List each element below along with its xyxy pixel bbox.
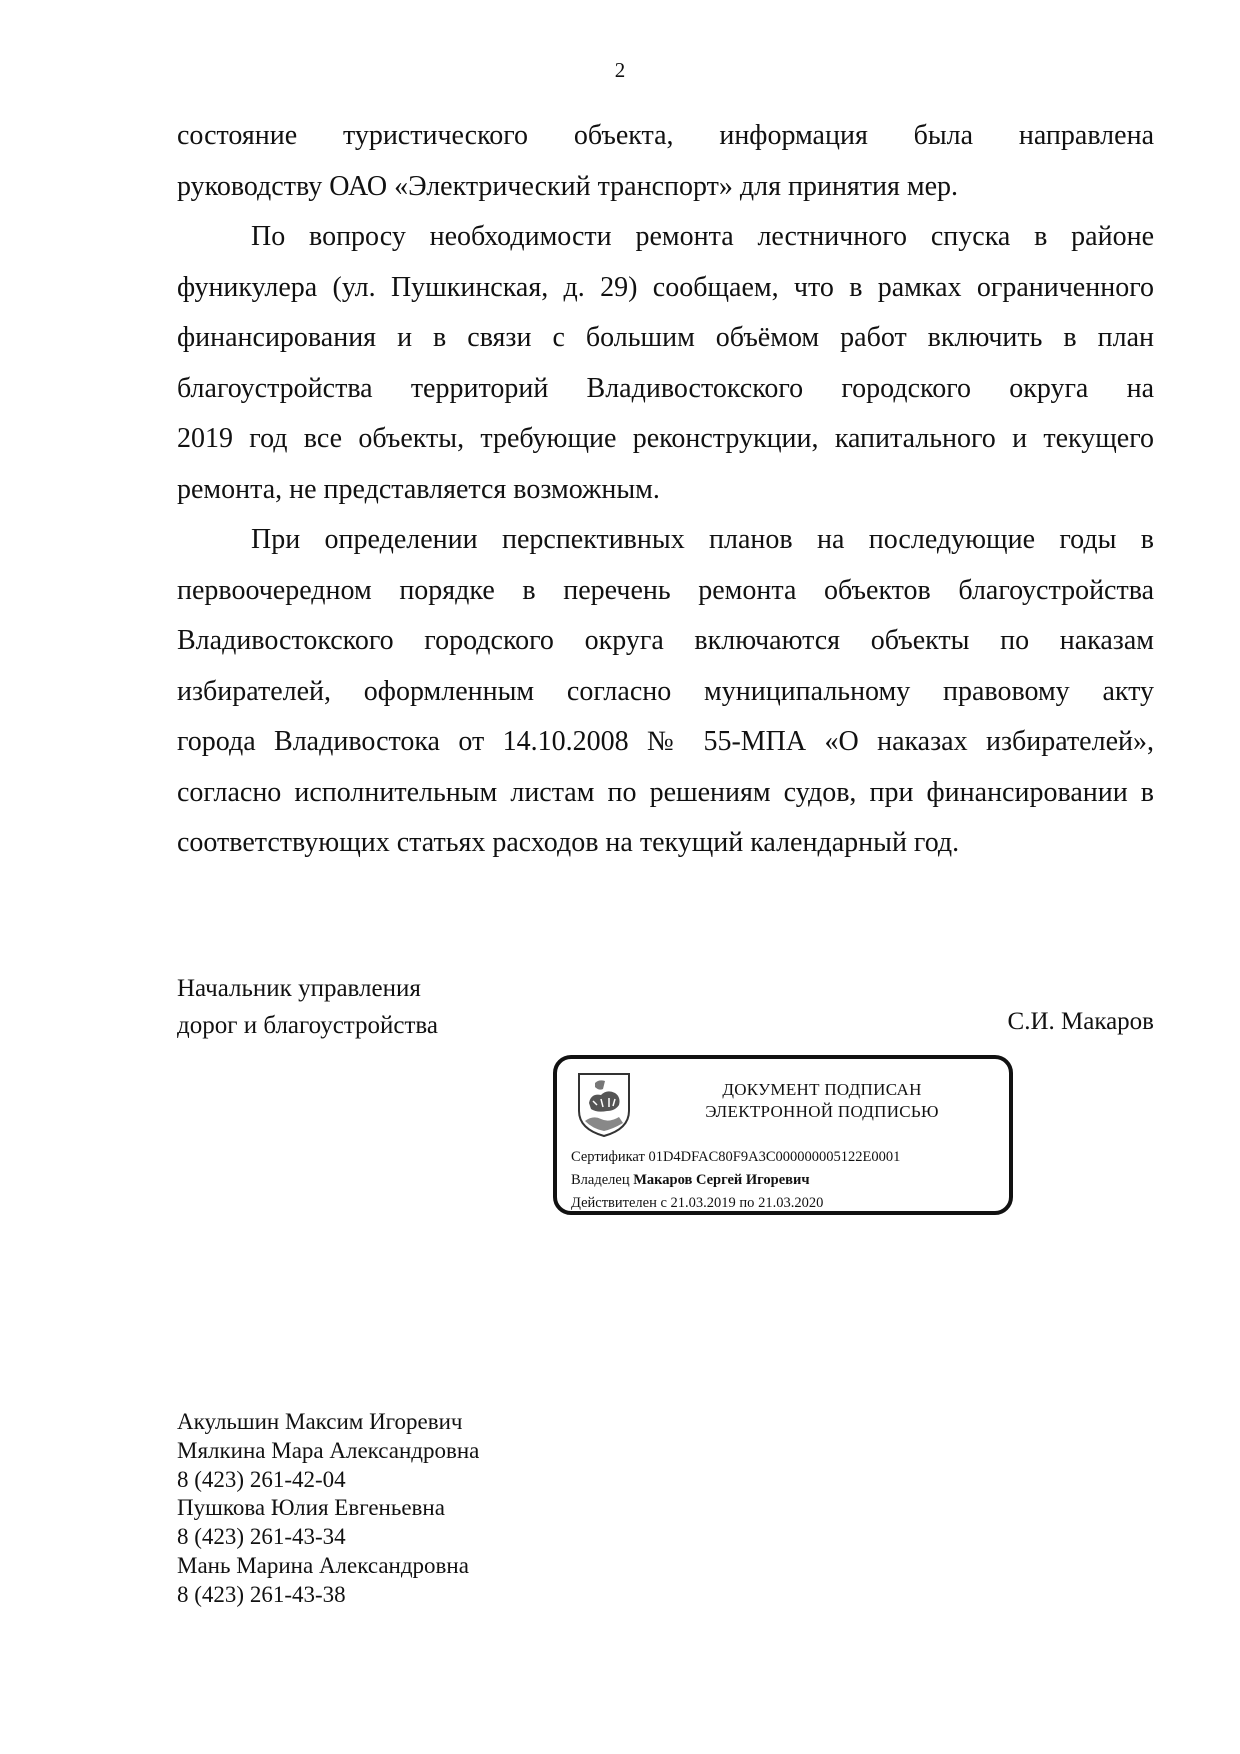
paragraph-3: [177, 515, 1154, 869]
text-line: 2019 год все объекты, требующие реконструкции, капитального и текущего: [177, 423, 1154, 454]
text-line: соответствующих статьях расходов на текущий календарный год.: [177, 827, 960, 858]
contact-line: Пушкова Юлия Евгеньевна: [177, 1495, 445, 1521]
stamp-owner-row: [571, 1170, 810, 1190]
text-line: По вопросу необходимости ремонта лестничного спуска в районе: [251, 221, 1154, 252]
text-line: согласно исполнительным листам по решениям судов, при финансировании в: [177, 776, 1154, 808]
stamp-title-line: ДОКУМЕНТ ПОДПИСАН: [722, 1080, 922, 1099]
text-line: Владивостокского городского округа включаются объекты по наказам: [177, 625, 1154, 656]
valid-label: Действителен: [571, 1195, 657, 1211]
valid-from-label: с: [660, 1195, 667, 1211]
owner-value: Макаров Сергей Игоревич: [633, 1172, 810, 1188]
certificate-value: 01D4DFAC80F9A3C000000005122E0001: [648, 1149, 901, 1165]
contacts-block: [177, 1408, 479, 1610]
contact-line: 8 (423) 261-43-34: [177, 1524, 346, 1550]
stamp-title-line: ЭЛЕКТРОННОЙ ПОДПИСЬЮ: [705, 1102, 939, 1121]
text-line: руководству ОАО «Электрический транспорт» для принятия мер.: [177, 170, 959, 202]
text-line: состояние туристического объекта, информация была направлена: [177, 120, 1154, 151]
paragraph-1: [177, 111, 1154, 212]
signer-name: С.И. Макаров: [1007, 1008, 1154, 1035]
signer-title-line: Начальник управления: [177, 975, 421, 1002]
stamp-validity-row: [571, 1193, 823, 1213]
stamp-certificate-row: [571, 1147, 900, 1167]
text-line: города Владивостока от 14.10.2008 № 55-МПА «О наказах избирателей»,: [177, 726, 1154, 757]
signer-title-line: дорог и благоустройства: [177, 1012, 438, 1039]
text-line: финансирования и в связи с большим объёмом работ включить в план: [177, 322, 1154, 353]
owner-label: Владелец: [571, 1172, 630, 1188]
contact-line: Мань Марина Александровна: [177, 1552, 469, 1578]
paragraph-2: [177, 212, 1154, 515]
valid-to-date: 21.03.2020: [758, 1195, 824, 1211]
contact-line: Мялкина Мара Александровна: [177, 1437, 480, 1463]
contact-line: Акульшин Максим Игоревич: [177, 1409, 463, 1434]
electronic-signature-stamp: [553, 1055, 1013, 1215]
coat-of-arms-tiger-icon: [575, 1071, 633, 1139]
text-line: фуникулера (ул. Пушкинская, д. 29) сообщаем, что в рамках ограниченного: [177, 271, 1154, 303]
signer-title: [177, 970, 438, 1044]
text-line: ремонта, не представляется возможным.: [177, 473, 660, 505]
contact-line: 8 (423) 261-42-04: [177, 1466, 346, 1492]
contact-line: 8 (423) 261-43-38: [177, 1581, 346, 1607]
page-number: 2: [614, 58, 626, 82]
text-line: избирателей, оформленным согласно муниципальному правовому акту: [177, 675, 1154, 707]
certificate-label: Сертификат: [571, 1149, 645, 1165]
text-line: благоустройства территорий Владивостокского городского округа на: [177, 372, 1154, 404]
text-line: При определении перспективных планов на последующие годы в: [251, 524, 1154, 555]
stamp-title: [657, 1079, 987, 1123]
text-line: первоочередном порядке в перечень ремонта объектов благоустройства: [177, 574, 1154, 606]
valid-to-label: по: [739, 1195, 755, 1211]
valid-from-date: 21.03.2019: [670, 1195, 736, 1211]
